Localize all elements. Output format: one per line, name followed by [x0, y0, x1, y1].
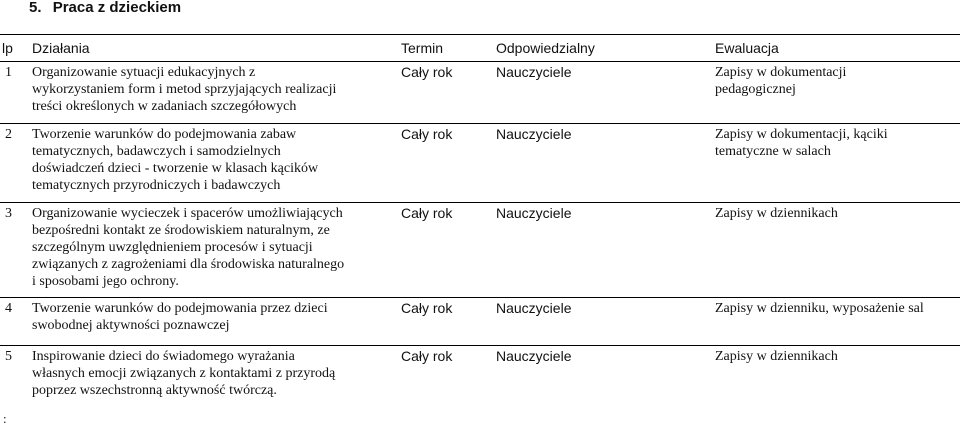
row-lp: 3	[0, 203, 30, 298]
row-lp: 1	[0, 62, 30, 124]
row-evaluation	[713, 346, 960, 409]
evaluation-line: pedagogicznej	[715, 82, 796, 97]
action-line: Tworzenie warunków do podejmowania zabaw	[32, 127, 297, 142]
row-responsible: Nauczyciele	[494, 203, 713, 298]
row-action	[30, 346, 399, 409]
row-evaluation	[713, 298, 960, 346]
header-lp: lp	[0, 35, 30, 62]
table-header-row	[0, 35, 960, 62]
table-row	[0, 346, 960, 409]
action-line: Organizowanie sytuacji edukacyjnych z	[32, 65, 256, 80]
row-responsible: Nauczyciele	[494, 124, 713, 203]
action-line: treści określonych w zadaniach szczegółowych	[32, 99, 297, 114]
action-line: tematycznych, badawczych i samodzielnych	[32, 144, 281, 159]
action-line: Organizowanie wycieczek i spacerów umożliwiających	[32, 206, 343, 221]
row-lp: 5	[0, 346, 30, 409]
row-term: Cały rok	[399, 62, 494, 124]
action-line: poprzez wszechstronną aktywność twórczą.	[32, 383, 277, 398]
plan-table	[0, 34, 960, 408]
action-line: bezpośredni kontakt ze środowiskiem naturalnym, ze	[32, 223, 330, 238]
header-term: Termin	[399, 35, 494, 62]
action-line: szczególnym uwzględnieniem procesów i sytuacji	[32, 240, 313, 255]
table-row	[0, 298, 960, 346]
section-number: 5.	[29, 0, 42, 16]
row-responsible: Nauczyciele	[494, 346, 713, 409]
row-action	[30, 203, 399, 298]
section-heading	[29, 0, 181, 16]
action-line: doświadczeń dzieci - tworzenie w klasach kącików	[32, 161, 319, 176]
row-action	[30, 298, 399, 346]
evaluation-line: Zapisy w dokumentacji	[715, 65, 847, 80]
action-line: Inspirowanie dzieci do świadomego wyrażania	[32, 349, 295, 364]
action-line: Tworzenie warunków do podejmowania przez dzieci	[32, 301, 328, 316]
table-row	[0, 62, 960, 124]
row-action	[30, 124, 399, 203]
row-lp: 2	[0, 124, 30, 203]
evaluation-line: Zapisy w dzienniku, wyposażenie sal	[715, 301, 924, 316]
evaluation-line: Zapisy w dziennikach	[715, 349, 838, 364]
header-evaluation: Ewaluacja	[713, 35, 960, 62]
action-line: swobodnej aktywności poznawczej	[32, 318, 230, 333]
evaluation-line: Zapisy w dziennikach	[715, 206, 838, 221]
footer-mark: :	[3, 411, 7, 426]
row-term: Cały rok	[399, 124, 494, 203]
row-lp: 4	[0, 298, 30, 346]
header-actions: Działania	[30, 35, 399, 62]
action-line: związanych z zagrożeniami dla środowiska naturalnego	[32, 257, 345, 272]
row-term: Cały rok	[399, 298, 494, 346]
action-line: i sposobami jego ochrony.	[32, 274, 179, 289]
table-row	[0, 124, 960, 203]
row-evaluation	[713, 62, 960, 124]
row-evaluation	[713, 124, 960, 203]
row-action	[30, 62, 399, 124]
action-line: wykorzystaniem form i metod sprzyjających realizacji	[32, 82, 337, 97]
action-line: własnych emocji związanych z kontaktami z przyrodą	[32, 366, 336, 381]
row-responsible: Nauczyciele	[494, 62, 713, 124]
header-responsible: Odpowiedzialny	[494, 35, 713, 62]
row-term: Cały rok	[399, 203, 494, 298]
evaluation-line: tematyczne w salach	[715, 144, 831, 159]
row-evaluation	[713, 203, 960, 298]
action-line: tematycznych przyrodniczych i badawczych	[32, 178, 281, 193]
evaluation-line: Zapisy w dokumentacji, kąciki	[715, 127, 888, 142]
row-responsible: Nauczyciele	[494, 298, 713, 346]
table-row	[0, 203, 960, 298]
section-title: Praca z dzieckiem	[52, 0, 182, 16]
row-term: Cały rok	[399, 346, 494, 409]
